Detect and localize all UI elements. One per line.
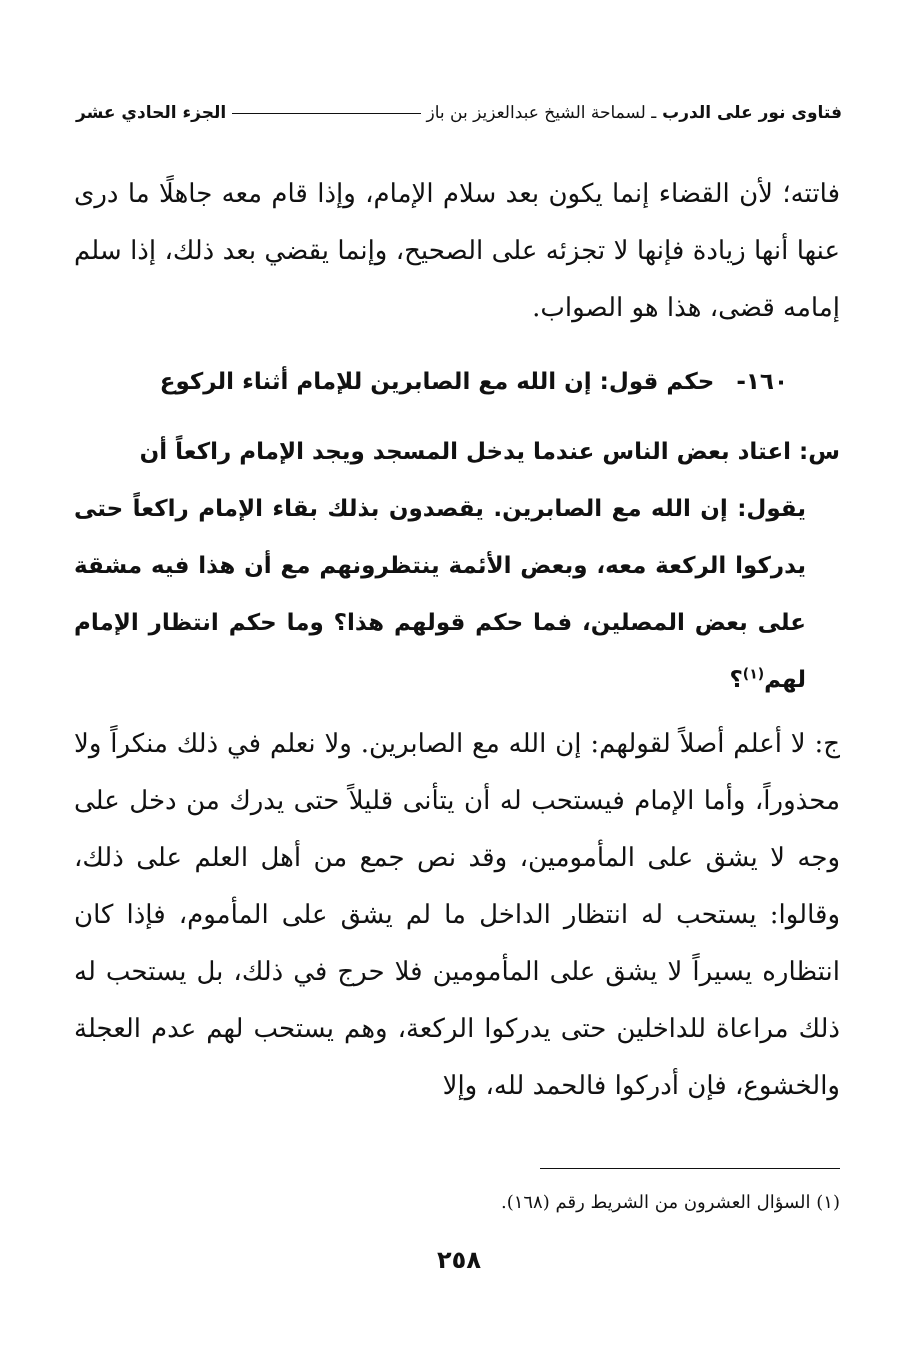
answer-paragraph: ج: لا أعلم أصلاً لقولهم: إن الله مع الصابرين. ولا نعلم في ذلك منكراً ولا محذوراً، وأما الإمام فيستحب له أن يتأنى قليلاً حتى يدرك من دخل على وجه لا يشق على المأمومين، وقد نص جمع من أهل العلم على ذلك، وقالوا: يستحب له انتظار الداخل ما لم يشق على المأموم، فإذا كان انتظاره يسيراً لا يشق على المأمومين فلا حرج في ذلك، بل يستحب له ذلك مراعاة للداخلين حتى يدركوا الركعة، وهم يستحب لهم عدم العجلة والخشوع، فإن أدركوا فالحمد لله، وإلا [74, 729, 841, 1101]
question-first-line: س: اعتاد بعض الناس عندما يدخل المسجد ويجد الإمام راكعاً أن [139, 439, 840, 465]
header-part: الجزء الحادي عشر [76, 103, 227, 123]
footnote-separator [540, 1168, 840, 1169]
question-mark: ؟ [729, 667, 743, 693]
running-header [76, 96, 842, 130]
book-title: فتاوى نور على الدرب [662, 103, 842, 123]
footnote: (١) السؤال العشرون من الشريط رقم (١٦٨). [500, 1192, 840, 1213]
question-paragraph [74, 424, 840, 709]
header-author: ـ لسماحة الشيخ عبدالعزيز بن باز [426, 103, 657, 123]
footnote-reference: (١) [742, 666, 765, 683]
section-heading [74, 362, 788, 402]
section-title: حكم قول: إن الله مع الصابرين للإمام أثناء الركوع [159, 369, 715, 395]
header-book-title [427, 103, 843, 123]
page-number: ٢٥٨ [437, 1246, 481, 1274]
question-body [74, 481, 806, 709]
section-number: ١٦٠- [736, 369, 788, 395]
question-text: يقول: إن الله مع الصابرين. يقصدون بذلك بقاء الإمام راكعاً حتى يدركوا الركعة معه، وبعض الأئمة ينتظرونهم مع أن هذا فيه مشقة على بعض المصلين، فما حكم قولهم هذا؟ وما حكم انتظار الإمام لهم [74, 496, 806, 693]
intro-paragraph: فاتته؛ لأن القضاء إنما يكون بعد سلام الإمام، وإذا قام معه جاهلًا ما درى عنها أنها زيادة فإنها لا تجزئه على الصحيح، وإنما يقضي بعد ذلك، إذا سلم إمامه قضى، هذا هو الصواب. [74, 179, 840, 323]
header-rule [232, 113, 420, 114]
